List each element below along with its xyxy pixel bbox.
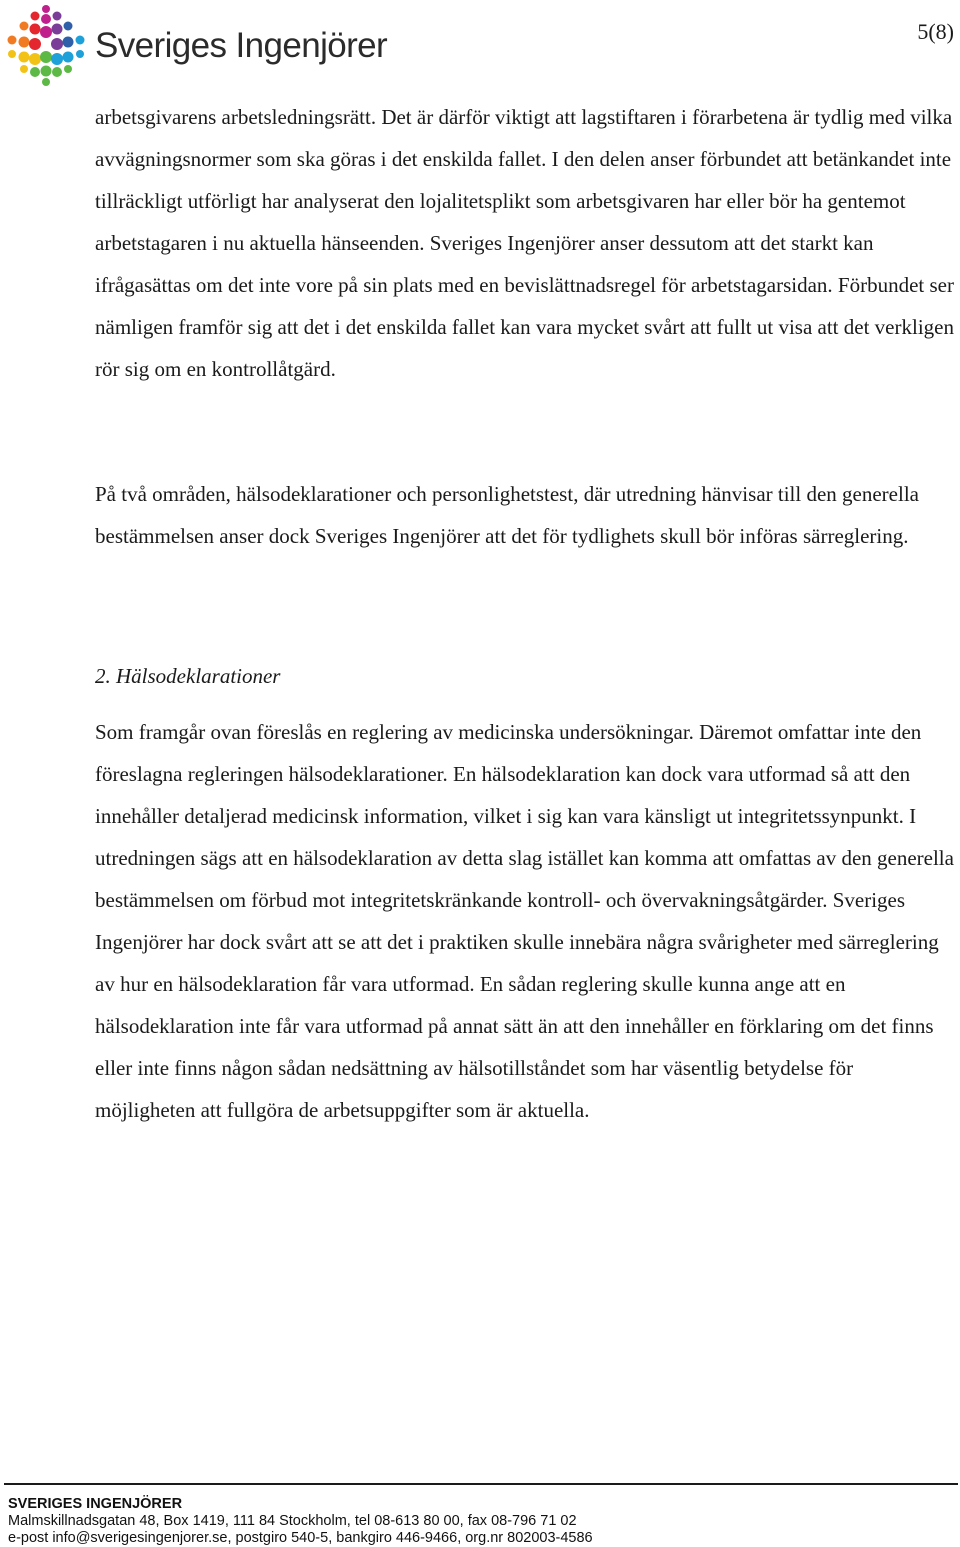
paragraph-1: arbetsgivarens arbetsledningsrätt. Det är därför viktigt att lagstiftaren i förarbetena är tydlig med vilka avvägningsnormer som ska göras i det enskilda fallet. I den delen anser förbundet att betänkandet inte tillräckligt utförligt har analyserat den lojalitetsplikt som arbetsgivaren har eller bör ha gentemot arbetstagaren i nu aktuella hänseenden. Sveriges Ingenjörer anser dessutom att det starkt kan ifrågasättas om det inte vore på sin plats med en bevislättnadsregel för arbetstagarsidan. Förbundet ser nämligen framför sig att det i det enskilda fallet kan vara mycket svårt att fullt ut visa att det verkligen rör sig om en kontrollåtgärd.	[95, 105, 954, 381]
logo-wordmark: Sveriges Ingenjörer	[95, 26, 388, 65]
paragraph-3: Som framgår ovan föreslås en reglering av medicinska undersökningar. Däremot omfattar inte den föreslagna regleringen hälsodeklarationer. En hälsodeklaration kan dock vara utformad så att den innehåller detaljerad medicinsk information, vilket i sig kan vara känsligt ut integritetssynpunkt. I utredningen sägs att en hälsodeklaration av detta slag istället kan komma att omfattas av den generella bestämmelsen om förbud mot integritetskränkande kontroll- och övervakningsåtgärder. Sveriges Ingenjörer har dock svårt att se att det i praktiken skulle innebära några svårigheter med särreglering av hur en hälsodeklaration får vara utformad. En sådan reglering skulle kunna ange att en hälsodeklaration inte får vara utformad på annat sätt än att den innehåller en förklaring om det finns eller inte finns någon sådan nedsättning av hälsotillståndet som har väsentlig betydelse för möjligheten att fullgöra de arbetsuppgifter som är aktuella.	[95, 720, 954, 1122]
footer-organization: SVERIGES INGENJÖRER	[8, 1496, 183, 1512]
footer-contact: e-post info@sverigesingenjorer.se, postgiro 540-5, bankgiro 446-9466, org.nr 802003-4586	[8, 1530, 593, 1546]
page-number: 5(8)	[917, 19, 954, 44]
footer-divider	[4, 1483, 958, 1485]
section-heading: 2. Hälsodeklarationer	[95, 664, 281, 688]
logo	[2, 2, 402, 88]
paragraph-2: På två områden, hälsodeklarationer och personlighetstest, där utredning hänvisar till den generella bestämmelsen anser dock Sveriges Ingenjörer att det för tydlighets skull bör införas särreglering.	[95, 482, 919, 548]
footer-address: Malmskillnadsgatan 48, Box 1419, 111 84 Stockholm, tel 08-613 80 00, fax 08-796 71 02	[8, 1513, 577, 1529]
logo-dots-icon	[2, 2, 90, 88]
footer	[8, 1496, 593, 1547]
